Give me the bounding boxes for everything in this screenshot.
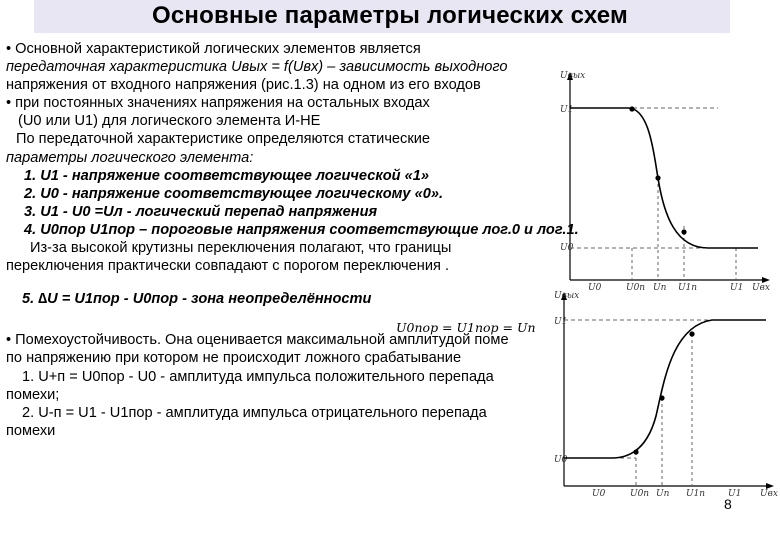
text-line-3: напряжения от входного напряжения (рис.1.3) на одном из его входов	[6, 77, 481, 94]
level-low-label: U0	[560, 243, 574, 253]
x-tick-u0p: U0п	[630, 489, 650, 499]
text-line-1: • Основной характеристикой логических элементов является	[6, 41, 421, 57]
x-tick-u0: U0	[592, 489, 606, 499]
text-line-12: Из-за высокой крутизны переключения полагают, что границы	[30, 240, 452, 257]
param-item-2: 2. U0 - напряжение соответствующее логическому «0».	[24, 185, 443, 202]
text-line-18: помехи;	[6, 386, 60, 403]
noise-item-1: 1. U+п = U0пор - U0 - амплитуда импульса положительного перепада	[22, 368, 494, 385]
threshold-formula: U0пор = U1пор = Uп	[396, 320, 536, 335]
text-line-6: По передаточной характеристике определяются статические	[16, 131, 431, 148]
text-line-7: параметры логического элемента:	[6, 149, 254, 166]
x-axis-label: Uвх	[752, 283, 770, 293]
text-line-4: • при постоянных значениях напряжения на остальных входах	[6, 95, 430, 112]
y-axis-label: Uвых	[554, 291, 580, 301]
point-u0	[681, 229, 686, 234]
text-line-16: по напряжению при котором не происходит ложного срабатывание	[6, 350, 462, 367]
level-high-label: U1	[560, 105, 574, 115]
level-high-label: U1	[554, 317, 568, 327]
param-item-5: 5. ∆U = U1пор - U0пор - зона неопределённости	[22, 291, 372, 308]
text-line-5: (U0 или U1) для логического элемента И-НЕ	[18, 113, 321, 130]
transfer-characteristic-non-inverting	[552, 286, 776, 498]
x-tick-up: Uп	[653, 283, 667, 293]
x-axis-label: Uвх	[760, 489, 778, 499]
x-tick-u0p: U0п	[626, 283, 646, 293]
text-line-13: переключения практически совпадают с порогом переключения .	[6, 258, 449, 275]
x-tick-u1p: U1п	[686, 489, 706, 499]
level-low-label: U0	[554, 455, 568, 465]
x-tick-u1: U1	[728, 489, 742, 499]
x-tick-u1: U1	[730, 283, 744, 293]
point-threshold	[659, 395, 664, 400]
point-u0	[633, 449, 638, 454]
x-tick-up: Uп	[656, 489, 670, 499]
point-threshold	[655, 175, 660, 180]
param-item-4: 4. U0пор U1пор – пороговые напряжения соответствующие лог.0 и лог.1.	[24, 221, 579, 238]
text-line-20: помехи	[6, 422, 56, 439]
text-line-2: передаточная характеристика Uвых = f(Uвх) – зависимость выходного	[6, 59, 508, 76]
point-u1	[689, 331, 694, 336]
point-u1	[629, 106, 634, 111]
x-tick-u1p: U1п	[678, 283, 698, 293]
page-number: 8	[724, 496, 732, 512]
x-tick-u0: U0	[588, 283, 602, 293]
slide-body	[6, 40, 579, 440]
param-item-1: 1. U1 - напряжение соответствующее логической «1»	[24, 167, 429, 184]
slide-title: Основные параметры логических схем	[152, 2, 628, 29]
param-item-3: 3. U1 - U0 =Uл - логический перепад напряжения	[24, 203, 378, 220]
text-line-15: • Помехоустойчивость. Она оценивается максимальной амплитудой поме	[6, 332, 509, 349]
y-axis-label: Uвых	[560, 71, 586, 81]
transfer-curve	[564, 320, 766, 458]
transfer-characteristic-inverting	[558, 66, 772, 292]
transfer-curve	[570, 108, 758, 248]
noise-item-2: 2. U-п = U1 - U1пор - амплитуда импульса отрицательного перепада	[22, 404, 487, 421]
